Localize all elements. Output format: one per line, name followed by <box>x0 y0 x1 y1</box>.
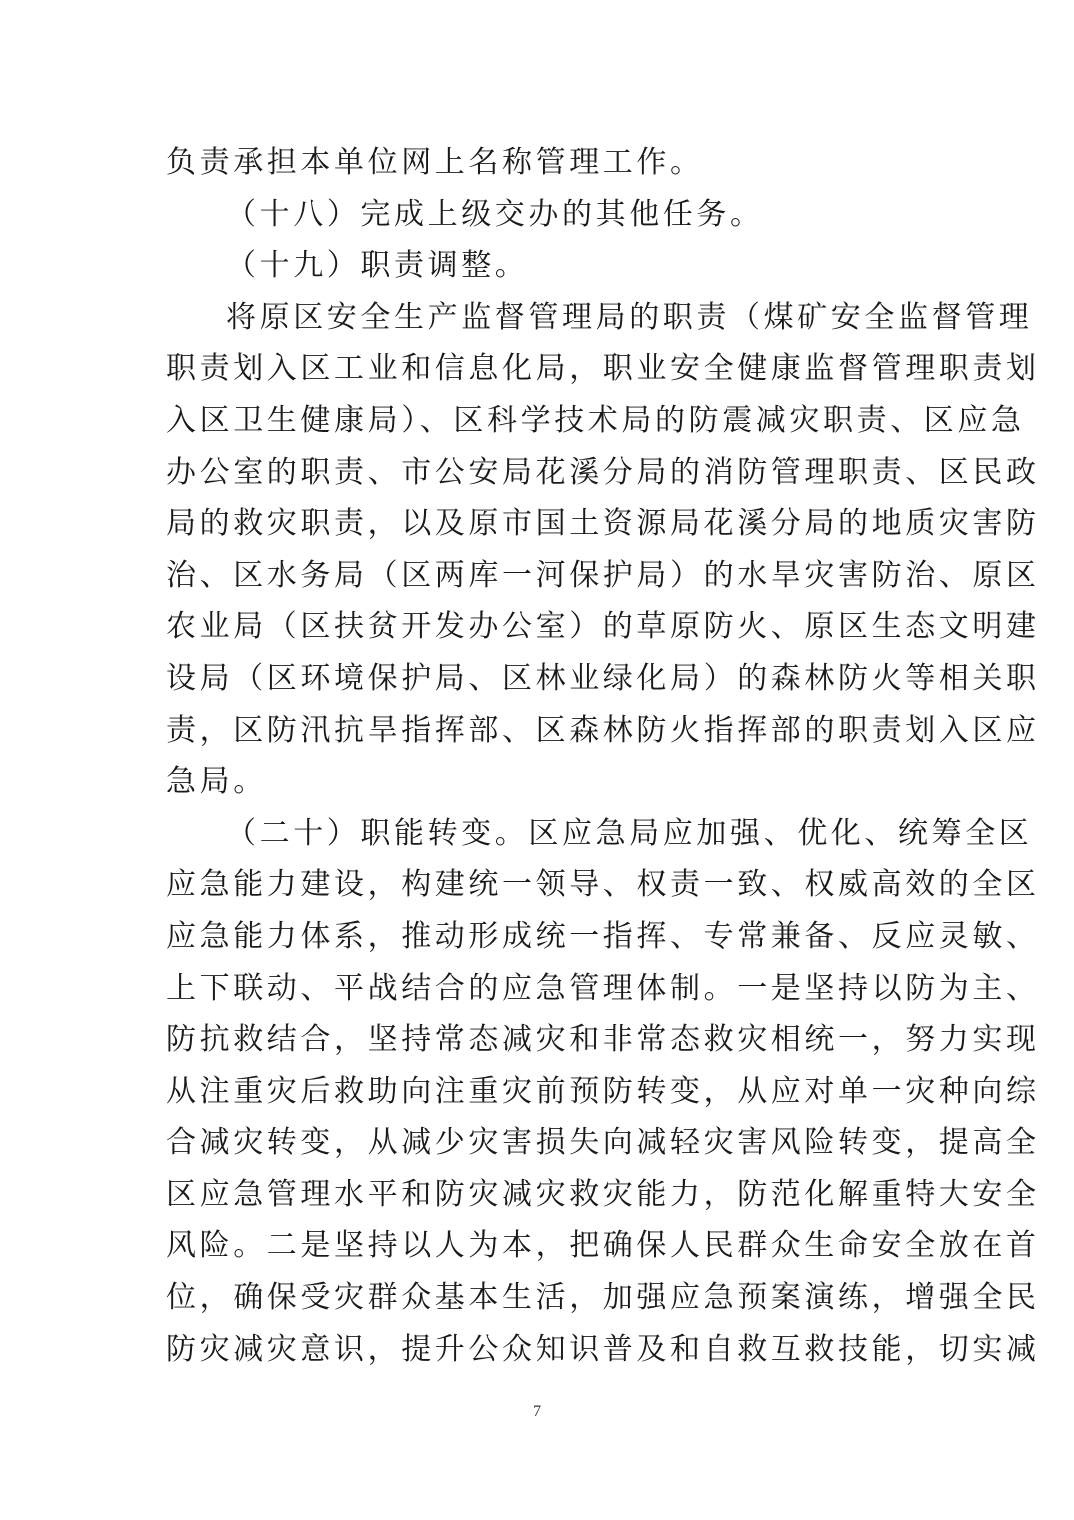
text-line: 入区卫生健康局）、区科学技术局的防震减灾职责、区应急 <box>166 402 1025 438</box>
text-line: 合减灾转变，从减少灾害损失向减轻灾害风险转变，提高全 <box>166 1125 1040 1161</box>
text-line: （十八）完成上级交办的其他任务。 <box>226 196 764 232</box>
text-line: 将原区安全生产监督管理局的职责（煤矿安全监督管理 <box>226 299 1033 335</box>
text-line: 从注重灾后救助向注重灾前预防转变，从应对单一灾种向综 <box>166 1073 1040 1109</box>
text-line: （十九）职责调整。 <box>226 248 529 284</box>
text-line: 责，区防汛抗旱指挥部、区森林防火指挥部的职责划入区应 <box>166 712 1040 748</box>
text-line: 设局（区环境保护局、区林业绿化局）的森林防火等相关职 <box>166 660 1040 696</box>
text-line: 负责承担本单位网上名称管理工作。 <box>166 145 704 180</box>
text-line: 防抗救结合，坚持常态减灾和非常态救灾相统一，努力实现 <box>166 1022 1040 1058</box>
page-number: 7 <box>533 1403 541 1420</box>
text-line: 职责划入区工业和信息化局，职业安全健康监督管理职责划 <box>166 351 1040 387</box>
body-text <box>166 137 1040 1375</box>
text-line: 应急能力建设，构建统一领导、权责一致、权威高效的全区 <box>166 867 1040 903</box>
text-line: 急局。 <box>166 764 267 800</box>
text-line: 风险。二是坚持以人为本，把确保人民群众生命安全放在首 <box>166 1228 1040 1264</box>
text-line: 农业局（区扶贫开发办公室）的草原防火、原区生态文明建 <box>166 609 1040 645</box>
text-line: 办公室的职责、市公安局花溪分局的消防管理职责、区民政 <box>166 454 1040 490</box>
text-line: 局的救灾职责，以及原市国土资源局花溪分局的地质灾害防 <box>166 506 1040 542</box>
text-line: 区应急管理水平和防灾减灾救灾能力，防范化解重特大安全 <box>166 1176 1040 1212</box>
text-line: 防灾减灾意识，提升公众知识普及和自救互救技能，切实减 <box>166 1331 1040 1367</box>
text-line: 治、区水务局（区两库一河保护局）的水旱灾害防治、原区 <box>166 557 1040 593</box>
text-line: 位，确保受灾群众基本生活，加强应急预案演练，增强全民 <box>166 1280 1040 1316</box>
text-line: （二十）职能转变。区应急局应加强、优化、统筹全区 <box>226 815 1033 851</box>
text-line: 应急能力体系，推动形成统一指挥、专常兼备、反应灵敏、 <box>166 918 1040 954</box>
text-line: 上下联动、平战结合的应急管理体制。一是坚持以防为主、 <box>166 970 1040 1006</box>
